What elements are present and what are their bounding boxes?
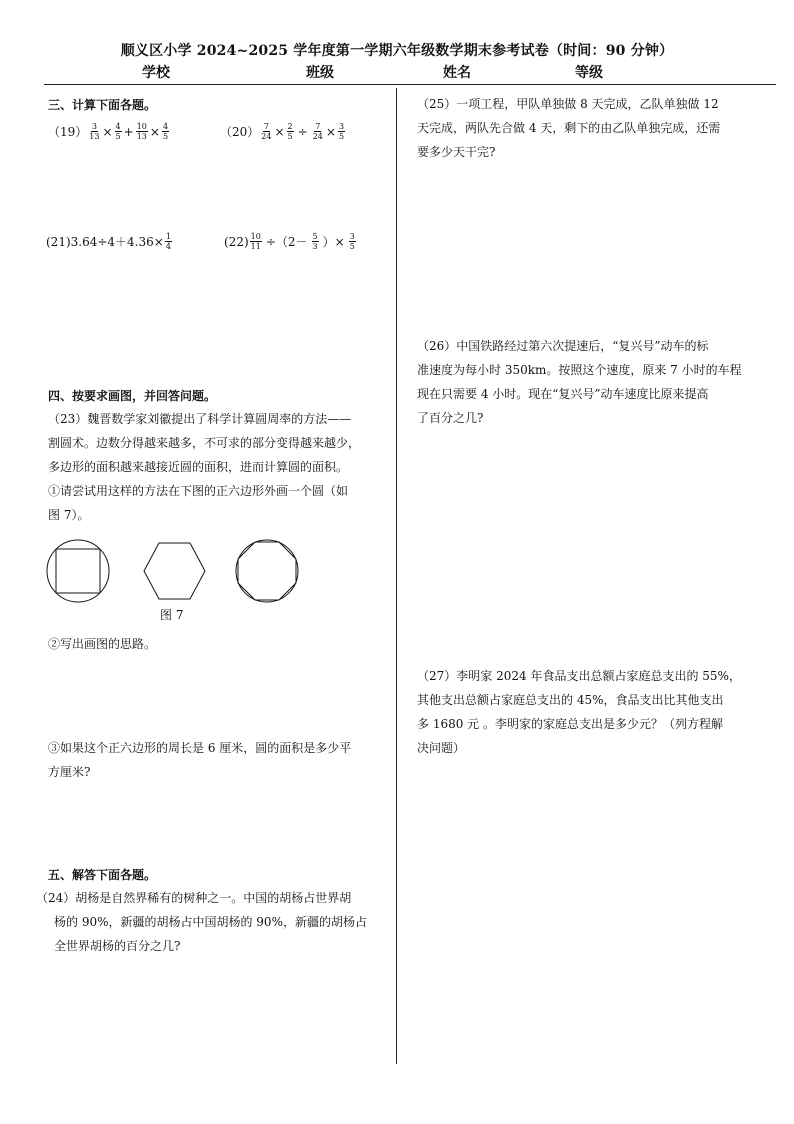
- q20-fraction-2: $\frac{2}{5}$: [287, 122, 293, 141]
- q25-line: 天完成，两队先合做 4 天，剩下的由乙队单独完成，还需: [417, 121, 721, 135]
- q22-expression-2: ）×: [322, 235, 345, 249]
- circle-with-inscribed-square: [47, 540, 109, 602]
- question-19: （19） $\frac{3}{13}$ × $\frac{4}{5}$ + $\frac{10}{13}$ × $\frac{4}{5}$: [48, 122, 169, 141]
- q23-line: 图 7）。: [48, 508, 90, 522]
- section4-heading: 四、按要求画图，并回答问题。: [48, 389, 217, 403]
- question-20: （20） $\frac{7}{24}$ × $\frac{2}{5}$ ÷ $\frac{7}{24}$ × $\frac{3}{5}$: [220, 122, 345, 141]
- q21-expression: 3.64÷4＋4.36×: [70, 235, 164, 249]
- figure-caption: 图 7: [160, 608, 184, 622]
- q22-fraction-3: $\frac{3}{5}$: [349, 232, 355, 251]
- header-divider: [44, 84, 776, 85]
- figure-7: [40, 536, 310, 608]
- school-label: 学校: [142, 65, 170, 81]
- q20-fraction-4: $\frac{3}{5}$: [338, 122, 345, 141]
- q19-fraction-3: $\frac{10}{13}$: [136, 122, 147, 141]
- q26-line: 准速度为每小时 350km。按照这个速度，原来 7 小时的车程: [417, 363, 742, 377]
- q20-label: （20）: [220, 125, 260, 139]
- regular-hexagon: [144, 543, 205, 599]
- question-23-part-3: [48, 736, 351, 784]
- section3-heading: 三、计算下面各题。: [48, 98, 157, 112]
- section5-heading: 五、解答下面各题。: [48, 868, 157, 882]
- question-22: [224, 232, 357, 251]
- name-label: 姓名: [443, 65, 471, 81]
- q22-fraction-1: $\frac{10}{11}$: [250, 232, 261, 251]
- q19-label: （19）: [48, 125, 88, 139]
- column-divider: [396, 88, 397, 1064]
- q20-fraction-3: $\frac{7}{24}$: [312, 122, 323, 141]
- q27-line: （27）李明家 2024 年食品支出总额占家庭总支出的 55%，: [417, 669, 741, 683]
- q26-line: （26）中国铁路经过第六次提速后，“复兴号”动车的标: [417, 339, 709, 353]
- q24-line: 杨的 90%，新疆的胡杨占中国胡杨的 90%，新疆的胡杨占: [54, 915, 367, 929]
- q22-label: (22): [224, 234, 249, 249]
- q23-line: ①请尝试用这样的方法在下图的正六边形外画一个圆（如: [48, 484, 349, 498]
- q24-line: （24）胡杨是自然界稀有的树种之一。中国的胡杨占世界胡: [36, 891, 352, 905]
- q26-line: 现在只需要 4 小时。现在“复兴号”动车速度比原来提高: [417, 387, 709, 401]
- question-27: [417, 664, 741, 760]
- q23-part3-line: ③如果这个正六边形的周长是 6 厘米，圆的面积是多少平: [48, 741, 352, 755]
- q27-line: 多 1680 元 。李明家的家庭总支出是多少元？（列方程解: [417, 717, 723, 731]
- question-23-part-2: ②写出画图的思路。: [48, 637, 157, 651]
- question-21: [46, 232, 173, 251]
- q26-line: 了百分之几?: [417, 411, 484, 425]
- grade-label: 等级: [575, 65, 603, 81]
- q19-fraction-1: $\frac{3}{13}$: [89, 122, 100, 141]
- q19-fraction-2: $\frac{4}{5}$: [115, 122, 121, 141]
- exam-title: 顺义区小学 2024~2025 学年度第一学期六年级数学期末参考试卷（时间：90 分钟）: [120, 43, 674, 59]
- question-24: [36, 886, 367, 958]
- q23-line: 多边形的面积越来越接近圆的面积，进而计算圆的面积。: [48, 460, 349, 474]
- circle-with-inscribed-octagon: [236, 540, 298, 602]
- question-25: [417, 92, 720, 164]
- q22-fraction-2: $\frac{5}{3}$: [312, 232, 318, 251]
- q23-part3-line: 方厘米?: [48, 765, 91, 779]
- q21-fraction-1: $\frac{1}{4}$: [165, 232, 171, 251]
- q21-label: (21): [46, 234, 71, 249]
- class-label: 班级: [306, 65, 334, 81]
- q19-fraction-4: $\frac{4}{5}$: [162, 122, 169, 141]
- q20-fraction-1: $\frac{7}{24}$: [261, 122, 272, 141]
- question-23: [48, 407, 360, 527]
- q25-line: 要多少天干完?: [417, 145, 496, 159]
- q22-expression-1: ÷（2－: [265, 235, 308, 249]
- q27-line: 决问题）: [417, 741, 466, 755]
- q23-line: （23）魏晋数学家刘徽提出了科学计算圆周率的方法——: [48, 412, 352, 426]
- q23-line: 割圆术。边数分得越来越多，不可求的部分变得越来越少，: [48, 436, 361, 450]
- q24-line: 全世界胡杨的百分之几?: [54, 939, 181, 953]
- q27-line: 其他支出总额占家庭总支出的 45%，食品支出比其他支出: [417, 693, 724, 707]
- q25-line: （25）一项工程，甲队单独做 8 天完成，乙队单独做 12: [417, 97, 719, 111]
- question-26: [417, 334, 742, 430]
